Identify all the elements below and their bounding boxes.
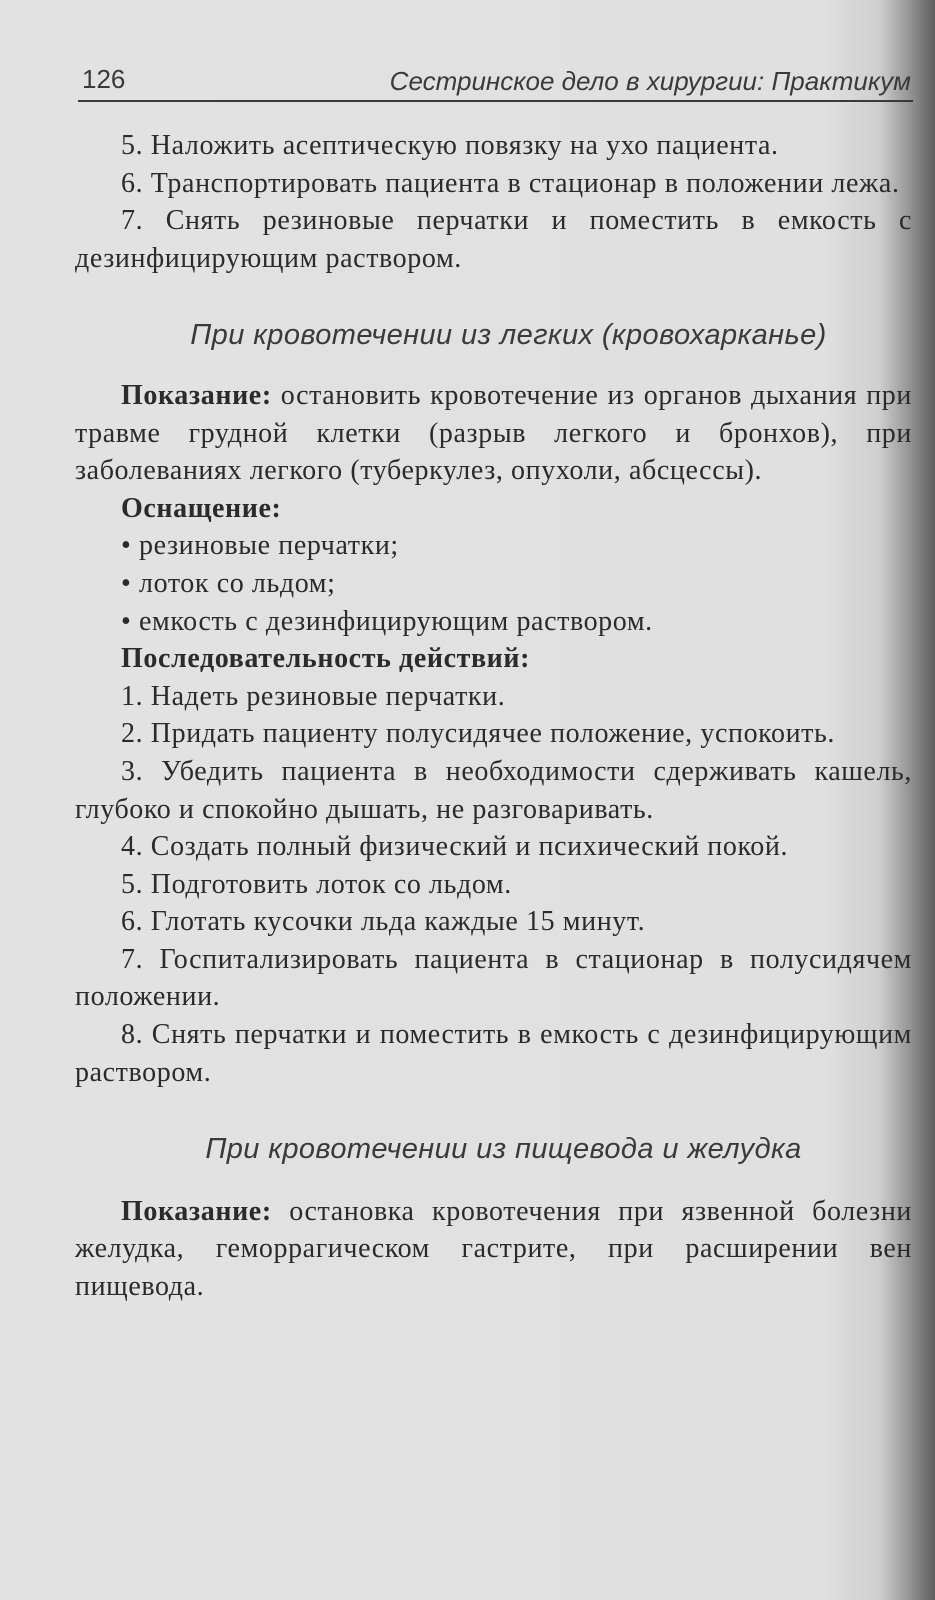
step-paragraph: 5. Подготовить лоток со льдом.	[121, 868, 512, 900]
equipment-label: Оснащение:	[121, 492, 282, 524]
indication-text: остановка кровотечения при язвенной болезни желудка, геморрагическом гастрите, при расширении вен пищевода.	[75, 1195, 912, 1303]
page-header	[78, 60, 913, 102]
step-paragraph: 2. Придать пациенту полусидячее положение, успокоить.	[121, 718, 835, 750]
indication-paragraph	[75, 377, 912, 490]
section-heading-lungs: При кровотечении из легких (кровохарканье)	[190, 319, 827, 352]
indication-paragraph	[75, 1193, 912, 1306]
page-body	[75, 127, 912, 1306]
sequence-label: Последовательность действий:	[121, 643, 531, 675]
step-paragraph: 1. Надеть резиновые перчатки.	[121, 680, 506, 712]
step-paragraph: 7. Снять резиновые перчатки и поместить в емкость с дезинфицирующим раствором.	[75, 205, 912, 274]
indication-label: Показание:	[121, 379, 272, 411]
page-number: 126	[82, 64, 126, 94]
indication-label: Показание:	[121, 1195, 272, 1227]
equipment-item: • емкость с дезинфицирующим раствором.	[75, 603, 912, 641]
step-paragraph: 3. Убедить пациента в необходимости сдерживать кашель, глубоко и спокойно дышать, не разговаривать.	[75, 755, 912, 825]
equipment-item: • лоток со льдом;	[75, 565, 912, 603]
step-paragraph: 6. Транспортировать пациента в стационар в положении лежа.	[121, 167, 900, 199]
equipment-item: • резиновые перчатки;	[75, 527, 912, 565]
step-paragraph: 8. Снять перчатки и поместить в емкость с дезинфицирующим раствором.	[75, 1019, 912, 1088]
indication-text: остановить кровотечение из органов дыхания при травме грудной клетки (разрыв легкого и бронхов), при заболеваниях легкого (туберкулез, опухоли, абсцессы).	[75, 379, 912, 487]
section-heading-stomach: При кровотечении из пищевода и желудка	[205, 1133, 802, 1166]
step-paragraph: 6. Глотать кусочки льда каждые 15 минут.	[121, 906, 646, 938]
step-paragraph: 5. Наложить асептическую повязку на ухо пациента.	[121, 130, 779, 161]
running-title: Сестринское дело в хирургии: Практикум	[389, 66, 911, 96]
step-paragraph: 7. Госпитализировать пациента в стационар в полусидячем положении.	[75, 943, 912, 1013]
step-paragraph: 4. Создать полный физический и психический покой.	[121, 831, 789, 863]
